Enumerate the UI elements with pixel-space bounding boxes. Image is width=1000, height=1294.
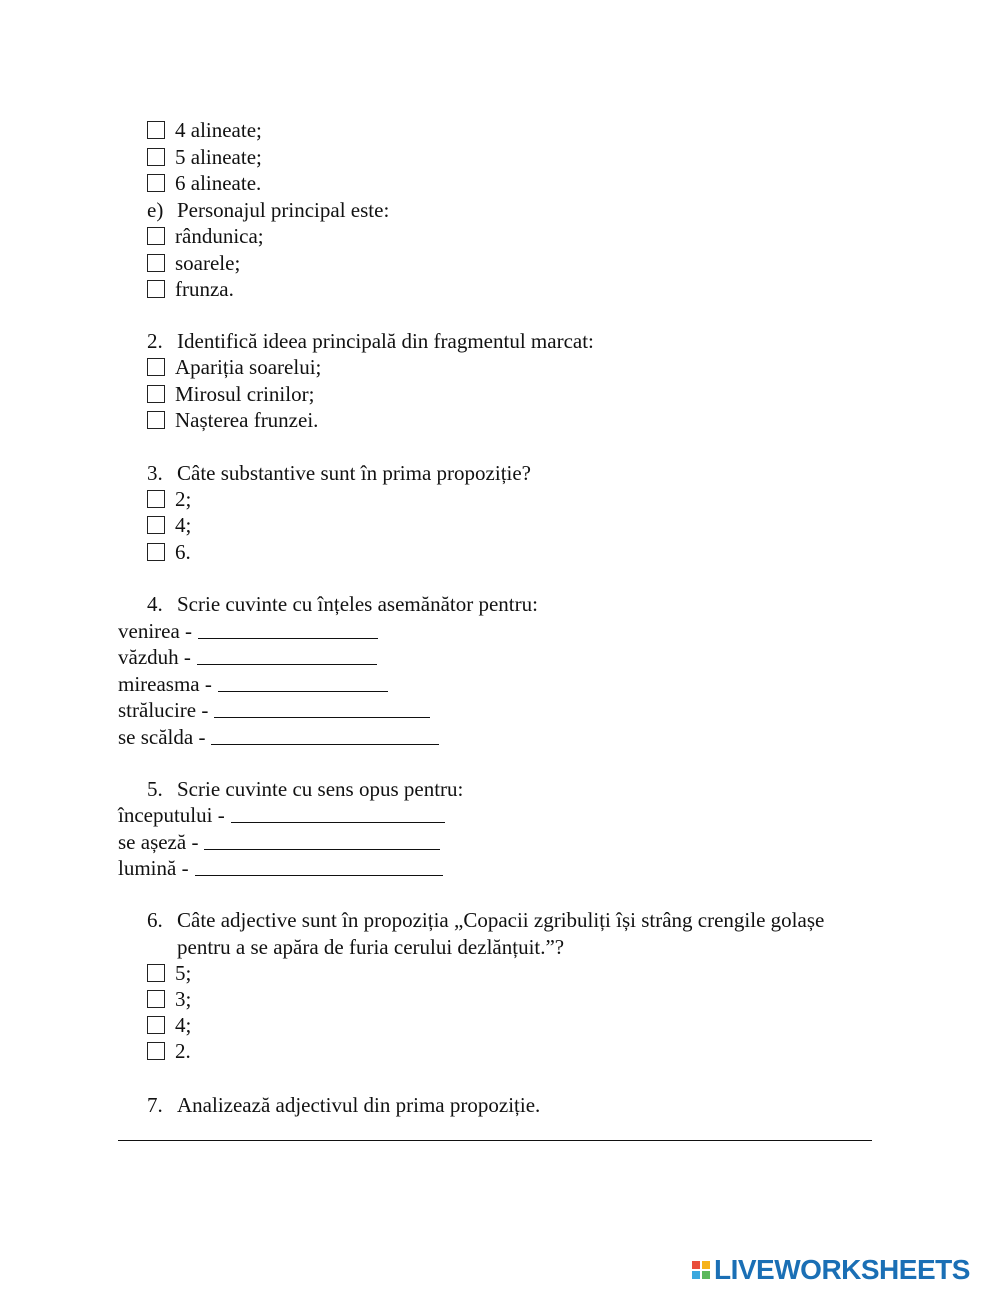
- question-6: [147, 907, 824, 933]
- word-label: lumină -: [118, 856, 189, 880]
- option-label: 2.: [175, 1039, 191, 1063]
- word-label: începutului -: [118, 803, 225, 827]
- checkbox[interactable]: [147, 227, 165, 245]
- option-label: frunza.: [175, 277, 234, 301]
- fill-in-row: [118, 618, 378, 644]
- question-text: Scrie cuvinte cu înțeles asemănător pentru:: [177, 592, 538, 616]
- answer-blank[interactable]: [218, 673, 388, 692]
- word-label: mireasma -: [118, 672, 212, 696]
- fill-in-row: [118, 671, 388, 697]
- checkbox[interactable]: [147, 148, 165, 166]
- option-checkbox-row[interactable]: [147, 276, 234, 302]
- option-checkbox-row[interactable]: [147, 117, 262, 143]
- question-3: [147, 460, 531, 486]
- option-checkbox-row[interactable]: [147, 223, 264, 249]
- option-checkbox-row[interactable]: [147, 539, 191, 565]
- checkbox[interactable]: [147, 516, 165, 534]
- liveworksheets-logo: [692, 1256, 970, 1284]
- question-text: Identifică ideea principală din fragmentul marcat:: [177, 329, 594, 353]
- checkbox[interactable]: [147, 121, 165, 139]
- option-label: 4;: [175, 513, 192, 537]
- option-label: 2;: [175, 487, 192, 511]
- question-number: 3.: [147, 461, 163, 485]
- fill-in-row: [118, 724, 439, 750]
- question-text: Analizează adjectivul din prima propoziție.: [177, 1093, 541, 1117]
- option-label: soarele;: [175, 251, 241, 275]
- checkbox[interactable]: [147, 1042, 165, 1060]
- answer-blank[interactable]: [197, 646, 377, 665]
- word-label: se așeză -: [118, 830, 199, 854]
- option-label: 4;: [175, 1013, 192, 1037]
- answer-blank[interactable]: [211, 726, 439, 745]
- question-text: Câte adjective sunt în propoziția „Copacii zgribuliți își strâng crengile golașe: [177, 908, 825, 932]
- answer-blank[interactable]: [198, 620, 378, 639]
- word-label: venirea -: [118, 619, 193, 643]
- option-checkbox-row[interactable]: [147, 986, 191, 1012]
- question-4: [147, 591, 538, 617]
- option-label: rândunica;: [175, 224, 264, 248]
- answer-line[interactable]: [118, 1140, 872, 1141]
- option-label: 5 alineate;: [175, 145, 262, 169]
- question-2: [147, 328, 594, 354]
- answer-blank[interactable]: [214, 699, 430, 718]
- fill-in-row: [118, 829, 440, 855]
- logo-text: LIVEWORKSHEETS: [714, 1254, 970, 1285]
- option-label: 4 alineate;: [175, 118, 262, 142]
- word-label: se scălda -: [118, 725, 206, 749]
- question-number: 2.: [147, 329, 163, 353]
- option-label: Nașterea frunzei.: [175, 408, 319, 432]
- checkbox[interactable]: [147, 280, 165, 298]
- option-checkbox-row[interactable]: [147, 960, 191, 986]
- option-checkbox-row[interactable]: [147, 144, 262, 170]
- question-text: Câte substantive sunt în prima propoziție?: [177, 461, 532, 485]
- checkbox[interactable]: [147, 411, 165, 429]
- option-label: Apariția soarelui;: [175, 355, 322, 379]
- option-checkbox-row[interactable]: [147, 250, 240, 276]
- checkbox[interactable]: [147, 990, 165, 1008]
- question-number: 4.: [147, 592, 163, 616]
- option-checkbox-row[interactable]: [147, 407, 318, 433]
- fill-in-row: [118, 855, 443, 881]
- answer-blank[interactable]: [204, 831, 440, 850]
- question-7: [147, 1092, 540, 1118]
- checkbox[interactable]: [147, 385, 165, 403]
- word-label: văzduh -: [118, 645, 191, 669]
- question-5: [147, 776, 463, 802]
- question-1e: [147, 197, 389, 223]
- question-text: Scrie cuvinte cu sens opus pentru:: [177, 777, 464, 801]
- option-label: 6 alineate.: [175, 171, 262, 195]
- checkbox[interactable]: [147, 358, 165, 376]
- question-text-continued: pentru a se apăra de furia cerului dezlănțuit.”?: [177, 935, 565, 959]
- checkbox[interactable]: [147, 1016, 165, 1034]
- option-checkbox-row[interactable]: [147, 486, 191, 512]
- option-label: Mirosul crinilor;: [175, 382, 315, 406]
- option-label: 6.: [175, 540, 191, 564]
- option-label: 3;: [175, 987, 192, 1011]
- question-label: e): [147, 198, 164, 222]
- option-checkbox-row[interactable]: [147, 170, 261, 196]
- checkbox[interactable]: [147, 254, 165, 272]
- option-label: 5;: [175, 961, 192, 985]
- checkbox[interactable]: [147, 174, 165, 192]
- option-checkbox-row[interactable]: [147, 512, 191, 538]
- question-number: 6.: [147, 908, 163, 932]
- fill-in-row: [118, 644, 377, 670]
- option-checkbox-row[interactable]: [147, 354, 321, 380]
- fill-in-row: [118, 802, 445, 828]
- checkbox[interactable]: [147, 490, 165, 508]
- fill-in-row: [118, 697, 430, 723]
- checkbox[interactable]: [147, 964, 165, 982]
- question-number: 7.: [147, 1093, 163, 1117]
- word-label: strălucire -: [118, 698, 209, 722]
- question-number: 5.: [147, 777, 163, 801]
- option-checkbox-row[interactable]: [147, 1038, 191, 1064]
- checkbox[interactable]: [147, 543, 165, 561]
- answer-blank[interactable]: [195, 857, 443, 876]
- logo-mark-icon: [692, 1261, 710, 1279]
- question-text: Personajul principal este:: [177, 198, 390, 222]
- option-checkbox-row[interactable]: [147, 381, 314, 407]
- answer-blank[interactable]: [231, 804, 445, 823]
- option-checkbox-row[interactable]: [147, 1012, 191, 1038]
